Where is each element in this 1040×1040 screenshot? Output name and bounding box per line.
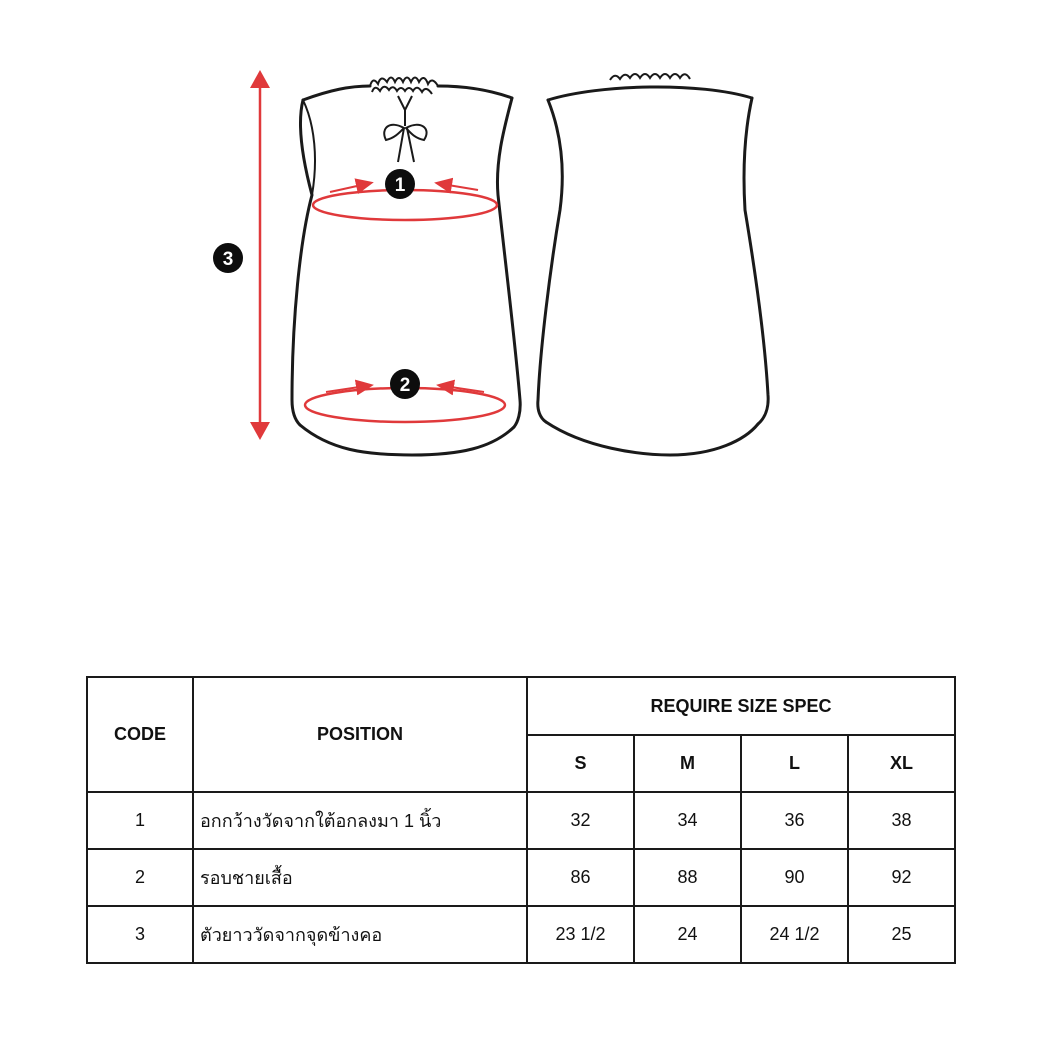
header-code: CODE [87, 677, 193, 792]
row-value-m: 34 [634, 792, 741, 849]
header-size-l: L [741, 735, 848, 792]
header-position: POSITION [193, 677, 527, 792]
row-value-l: 90 [741, 849, 848, 906]
row-code: 3 [87, 906, 193, 963]
row-value-m: 24 [634, 906, 741, 963]
length-arrow-top-head [250, 70, 270, 88]
row-value-xl: 25 [848, 906, 955, 963]
table-row [87, 792, 955, 849]
length-arrow-bottom-head [250, 422, 270, 440]
row-position: อกกว้างวัดจากใต้อกลงมา 1 นิ้ว [193, 792, 527, 849]
table-row [87, 849, 955, 906]
header-size-spec: REQUIRE SIZE SPEC [527, 677, 955, 735]
header-size-xl: XL [848, 735, 955, 792]
row-value-s: 23 1/2 [527, 906, 634, 963]
row-value-m: 88 [634, 849, 741, 906]
ruffle-collar-back [610, 74, 690, 80]
table-header-row [87, 677, 955, 735]
callout-1 [385, 169, 415, 199]
callout-3 [213, 243, 243, 273]
svg-text:2: 2 [399, 375, 411, 396]
back-view-outline [538, 87, 768, 455]
row-code: 2 [87, 849, 193, 906]
row-position: รอบชายเสื้อ [193, 849, 527, 906]
ruffle-collar-front [370, 78, 438, 163]
row-value-s: 86 [527, 849, 634, 906]
callout-2 [390, 369, 420, 399]
row-position: ตัวยาววัดจากจุดข้างคอ [193, 906, 527, 963]
svg-text:1: 1 [394, 175, 406, 196]
row-value-l: 36 [741, 792, 848, 849]
row-value-xl: 92 [848, 849, 955, 906]
chest-arrow-right [442, 184, 478, 190]
table-row [87, 906, 955, 963]
svg-text:3: 3 [222, 249, 234, 270]
row-value-xl: 38 [848, 792, 955, 849]
row-value-s: 32 [527, 792, 634, 849]
size-spec-table [86, 676, 956, 964]
row-value-l: 24 1/2 [741, 906, 848, 963]
header-size-m: M [634, 735, 741, 792]
header-size-s: S [527, 735, 634, 792]
row-code: 1 [87, 792, 193, 849]
front-view-outline [292, 86, 520, 455]
